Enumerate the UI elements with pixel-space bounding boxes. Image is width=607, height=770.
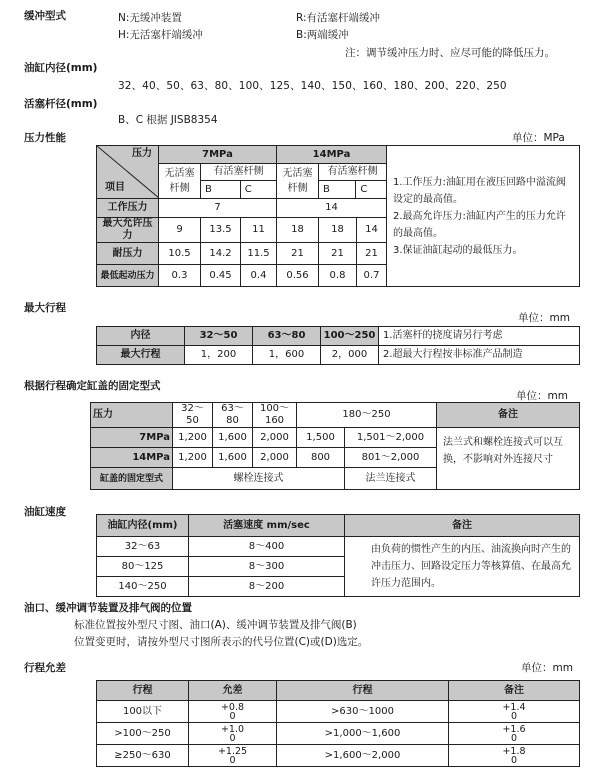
table-cell: 0.3 (159, 265, 201, 287)
speed-bore-header: 油缸内径(mm) (97, 515, 189, 537)
table-cell: 8～300 (189, 557, 345, 577)
corner-item-label: 项目 (105, 182, 125, 193)
table-cell: 9 (159, 218, 201, 243)
with-rod-side-14-label: 有活塞杆侧 (319, 164, 386, 181)
working-pressure-7: 7 (159, 199, 277, 218)
table-cell: 21 (319, 243, 357, 265)
b-label-7: B (201, 181, 241, 198)
table-cell: 14 (357, 218, 387, 243)
tol-title: 行程允差 (24, 662, 66, 674)
table-cell: 140～250 (97, 577, 189, 597)
cushion-option-n: N:无缓冲装置 (118, 12, 182, 24)
table-cell: 0.4 (241, 265, 277, 287)
mount-note-header: 备注 (437, 403, 580, 428)
pressure-14mpa-header: 14MPa (277, 146, 387, 164)
table-cell: >1,600～2,000 (277, 745, 449, 767)
tol-upper: +1.6 (502, 723, 526, 735)
pressure-title: 压力性能 (24, 132, 66, 144)
pressure-7mpa-header: 7MPa (159, 146, 277, 164)
stroke-note-2: 2.超最大行程按非标准产品制造 (379, 346, 580, 365)
tol-lower: 0 (510, 710, 518, 722)
pressure-unit: 单位：MPa (512, 132, 565, 144)
table-cell: 2,000 (253, 448, 297, 468)
tol-lower: 0 (229, 710, 236, 722)
speed-title: 油缸速度 (24, 506, 66, 518)
bore-values: 32、40、50、63、80、100、125、140、150、160、180、200、220、250 (118, 80, 507, 92)
mount-title: 根据行程确定缸盖的固定型式 (24, 380, 161, 392)
stroke-range-1: 32～50 (185, 327, 253, 346)
with-rod-side-14 (319, 164, 387, 199)
rod-label: 活塞杆径(mm) (24, 98, 98, 110)
mount-pressure-header: 压力 (91, 403, 173, 428)
stroke-range-2: 63～80 (253, 327, 321, 346)
table-cell: 0.56 (277, 265, 319, 287)
no-rod-side-14: 无活塞杆侧 (277, 164, 319, 199)
mount-row-14mpa: 14MPa (91, 448, 173, 468)
table-cell: >1,000～1,600 (277, 723, 449, 745)
pressure-corner-cell (97, 146, 159, 199)
table-cell: 1,600 (213, 428, 253, 448)
stroke-table (96, 326, 580, 365)
table-cell: 1,200 (173, 428, 213, 448)
tol-upper: +1.4 (502, 701, 526, 713)
table-cell: 800 (297, 448, 345, 468)
table-cell: 1，600 (253, 346, 321, 365)
pressure-notes (387, 146, 580, 287)
table-cell: 0.8 (319, 265, 357, 287)
mount-table (90, 402, 580, 490)
tolerance-cell (449, 723, 580, 745)
mount-row-7mpa: 7MPa (91, 428, 173, 448)
mount-flange-type: 法兰连接式 (345, 468, 437, 490)
tolerance-cell (449, 745, 580, 767)
rod-value: B、C 根据 JISB8354 (118, 114, 218, 126)
table-cell: 13.5 (201, 218, 241, 243)
pressure-table (96, 145, 580, 287)
cushion-label: 缓冲型式 (24, 10, 66, 22)
tol-stroke-header-1: 行程 (97, 681, 189, 701)
tol-lower: 0 (510, 732, 518, 744)
tol-stroke-header-2: 行程 (277, 681, 449, 701)
pressure-note-3: 3.保证油缸起动的最低压力。 (393, 245, 523, 256)
port-title: 油口、缓冲调节装置及排气阀的位置 (24, 602, 192, 614)
table-cell: >630～1000 (277, 701, 449, 723)
speed-piston-header: 活塞速度 mm/sec (189, 515, 345, 537)
table-cell: 0.45 (201, 265, 241, 287)
cushion-option-b: B:两端缓冲 (296, 29, 349, 41)
tol-lower: 0 (510, 754, 518, 766)
mount-bolt-type: 螺栓连接式 (173, 468, 345, 490)
table-cell: 11.5 (241, 243, 277, 265)
cushion-option-h: H:无活塞杆端缓冲 (118, 29, 203, 41)
stroke-max-label: 最大行程 (97, 346, 185, 365)
table-cell: 8～400 (189, 537, 345, 557)
table-cell: 2，000 (321, 346, 379, 365)
tol-note-header: 备注 (449, 681, 580, 701)
c-label-7: C (244, 184, 252, 195)
tol-upper: +0.8 (220, 701, 245, 713)
speed-table (96, 514, 580, 597)
table-cell: 2,000 (253, 428, 297, 448)
cushion-option-r: R:有活塞杆端缓冲 (296, 12, 381, 24)
table-cell: 0.7 (357, 265, 387, 287)
tolerance-cell (189, 701, 277, 723)
row-max-allowed-pressure: 最大允许压力 (97, 218, 159, 243)
mount-range-1: 32～50 (173, 403, 213, 428)
table-cell: 100以下 (97, 701, 189, 723)
c-label-14: C (360, 184, 368, 195)
tol-upper: +1.8 (502, 745, 526, 757)
tol-upper: +1.25 (217, 745, 248, 757)
tol-allow-header: 允差 (189, 681, 277, 701)
table-cell: 1,501～2,000 (345, 428, 437, 448)
row-proof-pressure: 耐压力 (97, 243, 159, 265)
speed-note-header: 备注 (345, 515, 580, 537)
port-line-2: 位置变更时，请按外型尺寸图所表示的代号位置(C)或(D)选定。 (74, 636, 369, 648)
table-cell: 11 (241, 218, 277, 243)
pressure-note-1: 1.工作压力:油缸用在液压回路中溢流阀设定的最高值。 (393, 177, 566, 205)
table-cell: 80～125 (97, 557, 189, 577)
mount-range-4: 180～250 (297, 403, 437, 428)
bore-label: 油缸内径(mm) (24, 62, 98, 74)
stroke-title: 最大行程 (24, 302, 66, 314)
stroke-note-1: 1.活塞杆的挠度请另行考虑 (379, 327, 580, 346)
port-line-1: 标准位置按外型尺寸图、油口(A)、缓冲调节装置及排气阀(B) (74, 619, 357, 631)
b-label-14: B (319, 181, 356, 198)
table-cell: >100～250 (97, 723, 189, 745)
speed-note: 由负荷的惯性产生的内压、油流换向时产生的冲击压力、回路设定压力等核算值、在最高允许压力范围内。 (345, 537, 580, 597)
table-cell: 14.2 (201, 243, 241, 265)
mount-note: 法兰式和螺栓连接式可以互换，不影响对外连接尺寸 (437, 428, 580, 490)
table-cell: 8～200 (189, 577, 345, 597)
stroke-unit: 单位：mm (518, 312, 570, 324)
mount-unit: 单位：mm (516, 390, 568, 402)
table-cell: ≥250～630 (97, 745, 189, 767)
table-cell: 18 (277, 218, 319, 243)
tol-upper: +1.0 (220, 723, 245, 735)
table-cell: 1，200 (185, 346, 253, 365)
table-cell: 21 (357, 243, 387, 265)
with-rod-side-7 (201, 164, 277, 199)
row-working-pressure: 工作压力 (97, 199, 159, 218)
mount-range-2: 63～80 (213, 403, 253, 428)
stroke-bore-header: 内径 (97, 327, 185, 346)
table-cell: 801～2,000 (345, 448, 437, 468)
working-pressure-14: 14 (277, 199, 387, 218)
tol-table (96, 680, 580, 767)
tol-unit: 单位：mm (521, 662, 573, 674)
table-cell: 1,200 (173, 448, 213, 468)
tolerance-cell (189, 723, 277, 745)
row-min-start-pressure: 最低起动压力 (97, 265, 159, 287)
mount-fix-label: 缸盖的固定型式 (91, 468, 173, 490)
cushion-note: 注：调节缓冲压力时、应尽可能的降低压力。 (345, 47, 555, 59)
tolerance-cell (449, 701, 580, 723)
table-cell: 10.5 (159, 243, 201, 265)
tolerance-cell (189, 745, 277, 767)
no-rod-side-7: 无活塞杆侧 (159, 164, 201, 199)
with-rod-side-7-label: 有活塞杆侧 (201, 164, 276, 181)
pressure-note-2: 2.最高允许压力:油缸内产生的压力允许的最高值。 (393, 211, 566, 239)
stroke-range-3: 100～250 (321, 327, 379, 346)
table-cell: 1,500 (297, 428, 345, 448)
corner-pressure-label: 压力 (132, 148, 152, 159)
tol-lower: 0 (229, 754, 236, 766)
table-cell: 32～63 (97, 537, 189, 557)
mount-range-3: 100～160 (253, 403, 297, 428)
table-cell: 1,600 (213, 448, 253, 468)
tol-lower: 0 (229, 732, 236, 744)
table-cell: 18 (319, 218, 357, 243)
table-cell: 21 (277, 243, 319, 265)
